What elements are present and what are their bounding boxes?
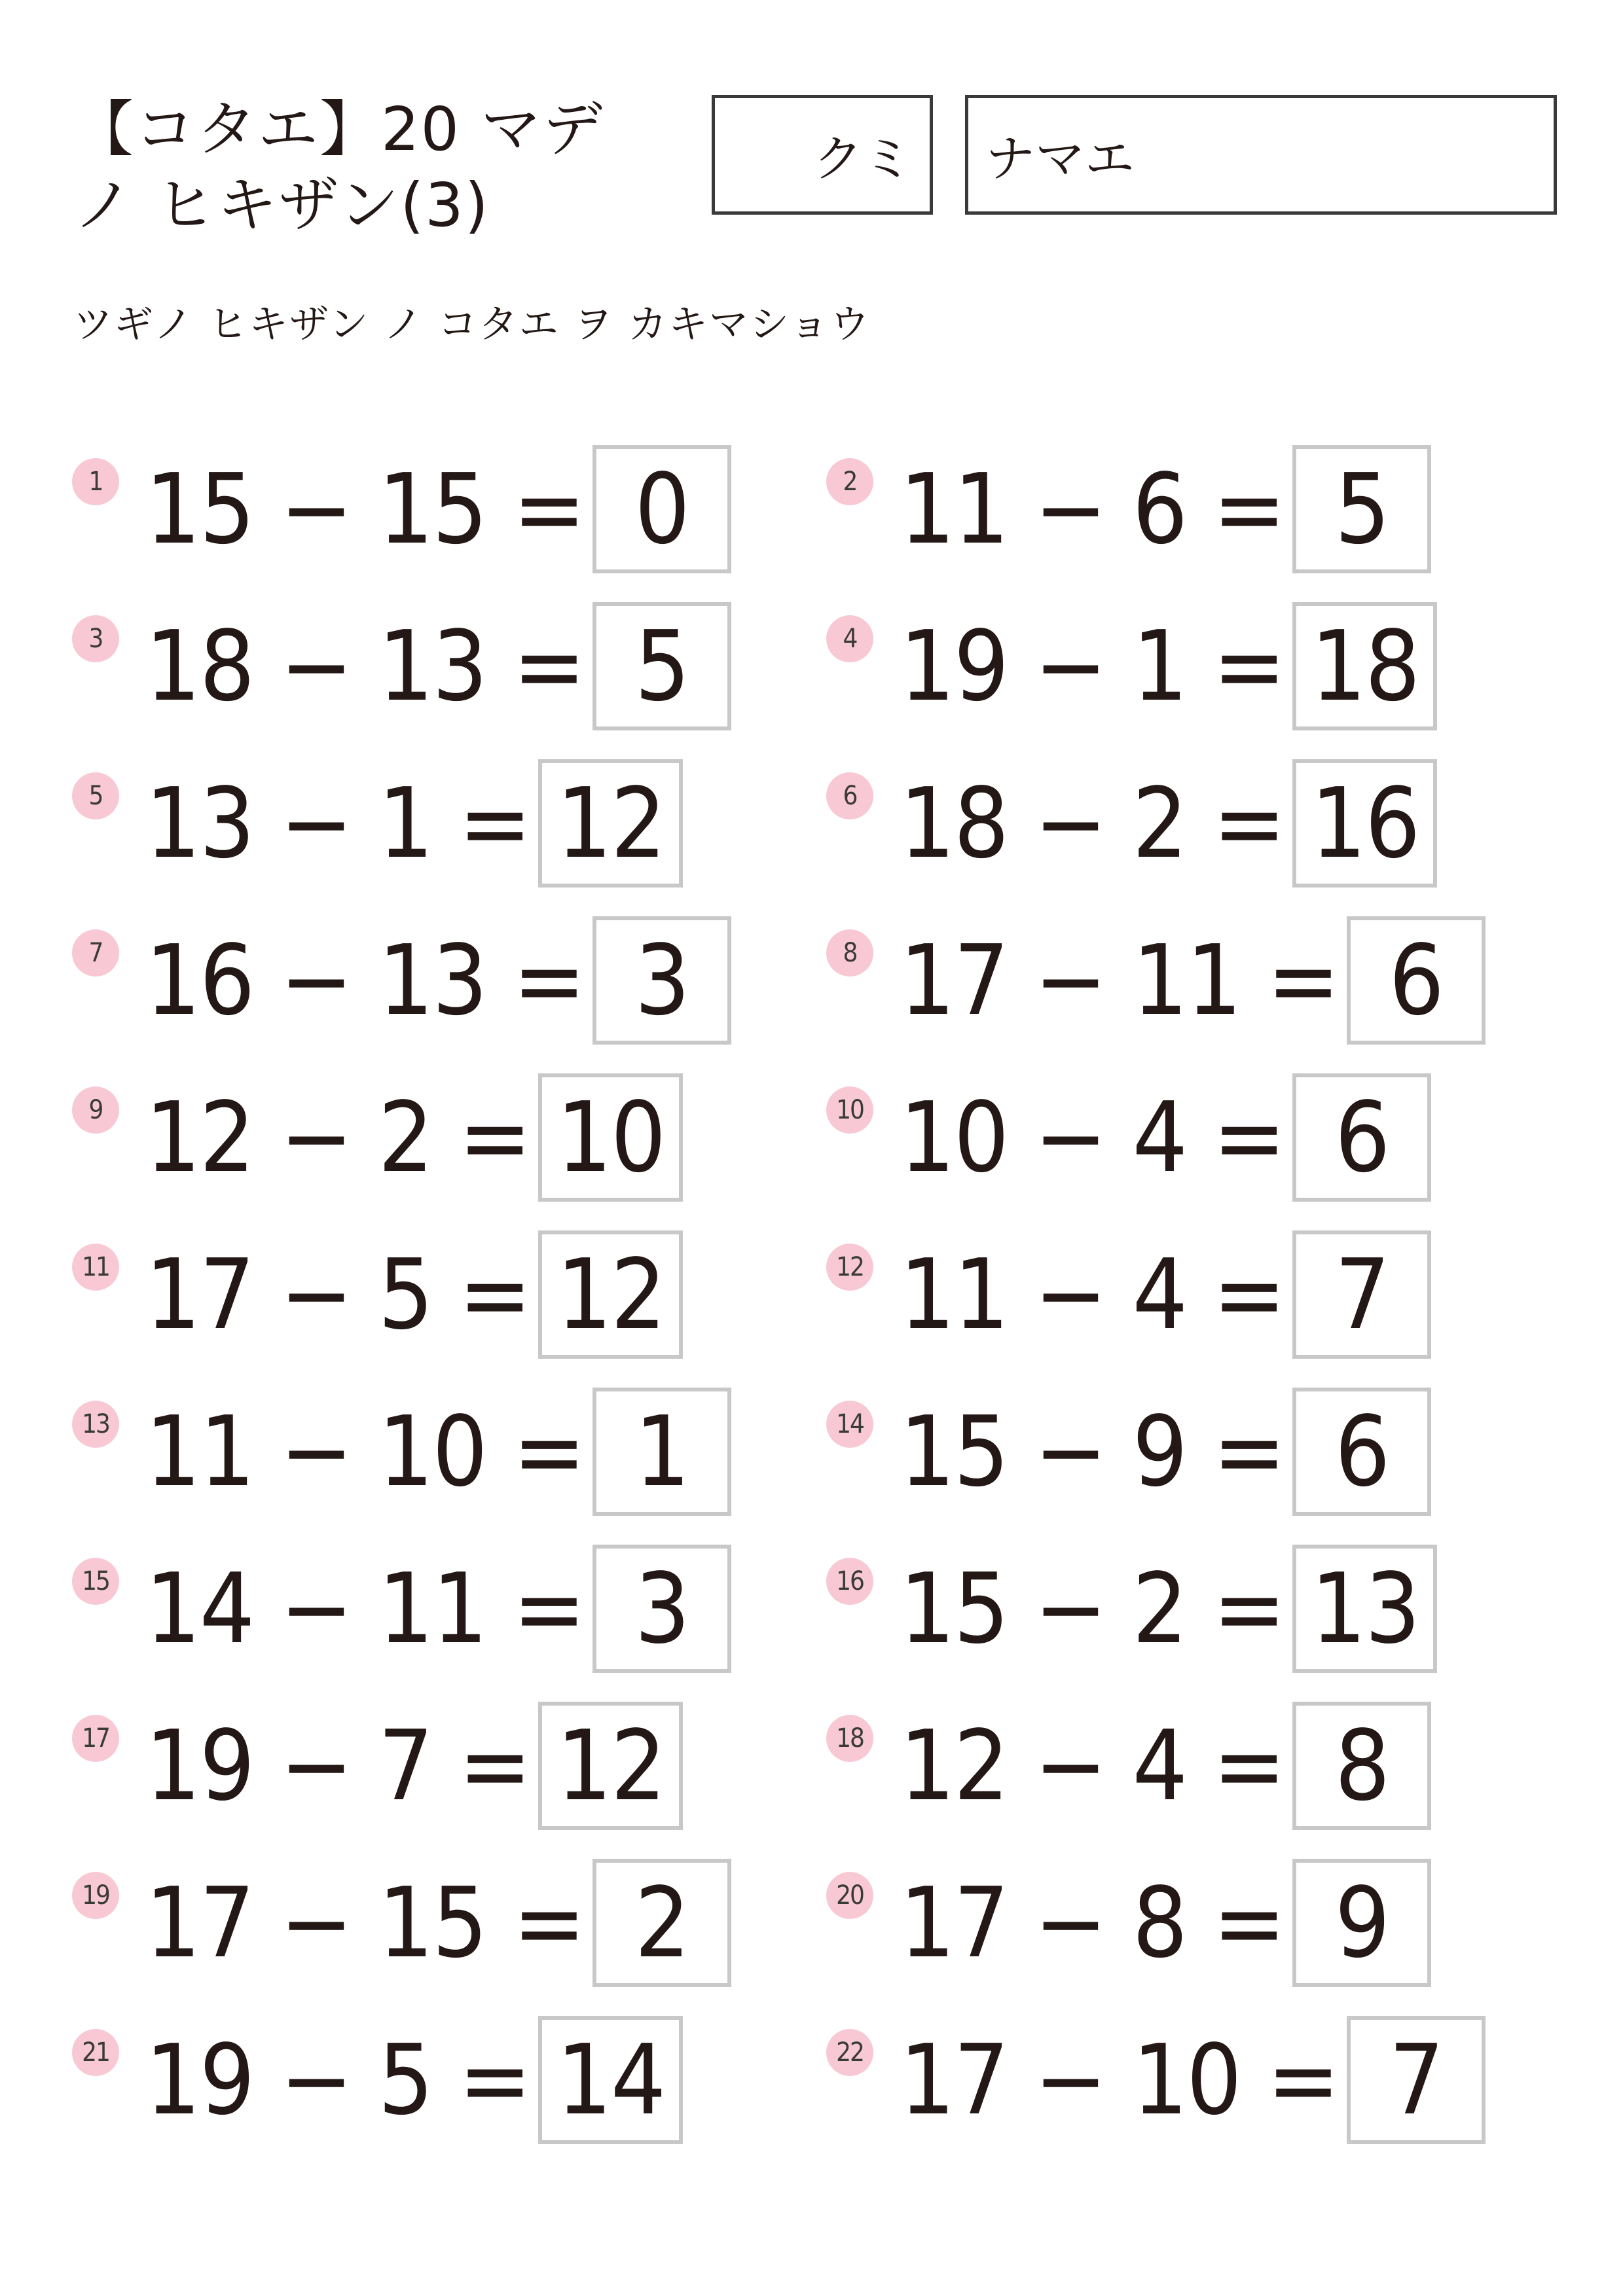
- problem-number-badge: 17: [72, 1715, 119, 1762]
- answer-box[interactable]: 10: [538, 1073, 683, 1202]
- problem-item: [826, 1373, 1545, 1530]
- problem-number-badge: 6: [826, 772, 873, 819]
- answer-box[interactable]: 12: [538, 759, 683, 888]
- problem-number-badge: 22: [826, 2029, 873, 2076]
- problem-number-badge: 5: [72, 772, 119, 819]
- answer-box[interactable]: 6: [1292, 1388, 1431, 1516]
- problem-item: [826, 1687, 1545, 1844]
- name-field[interactable]: [965, 95, 1557, 215]
- problem-item: [826, 1059, 1545, 1216]
- answer-box[interactable]: 5: [593, 602, 731, 730]
- problem-number-badge: 20: [826, 1872, 873, 1919]
- problem-number-badge: 11: [72, 1244, 119, 1291]
- problem-expression: 12 − 4 =: [900, 1710, 1285, 1822]
- answer-box[interactable]: 18: [1292, 602, 1437, 730]
- problem-item: [72, 1216, 826, 1373]
- problem-expression: 19 − 5 =: [145, 2024, 531, 2136]
- problem-number-badge: 21: [72, 2029, 119, 2076]
- problem-item: [826, 431, 1545, 588]
- instruction-text: ツギノ ヒキザン ノ コタエ ヲ カキマショウ: [73, 302, 871, 348]
- problem-number-badge: 3: [72, 615, 119, 662]
- problem-expression: 11 − 10 =: [145, 1395, 585, 1508]
- problem-item: [72, 902, 826, 1059]
- problem-item: [72, 2001, 826, 2159]
- problem-expression: 17 − 10 =: [900, 2024, 1339, 2136]
- class-label: クミ: [813, 130, 913, 188]
- problem-number-badge: 8: [826, 929, 873, 977]
- problem-expression: 19 − 1 =: [900, 610, 1285, 723]
- problem-item: [72, 1687, 826, 1844]
- problem-number-badge: 16: [826, 1558, 873, 1605]
- problem-item: [826, 902, 1545, 1059]
- problem-item: [72, 1844, 826, 2001]
- problem-item: [826, 745, 1545, 902]
- problem-expression: 10 − 4 =: [900, 1081, 1285, 1194]
- answer-box[interactable]: 9: [1292, 1859, 1431, 1987]
- problem-expression: 11 − 4 =: [900, 1238, 1285, 1351]
- answer-box[interactable]: 7: [1347, 2016, 1486, 2144]
- problem-number-badge: 19: [72, 1872, 119, 1919]
- problem-expression: 18 − 13 =: [145, 610, 585, 723]
- answer-box[interactable]: 3: [593, 916, 731, 1045]
- problem-expression: 18 − 2 =: [900, 767, 1285, 880]
- problem-item: [826, 588, 1545, 745]
- title-line-1: 【コタエ】20 マデ: [73, 94, 604, 164]
- problem-number-badge: 10: [826, 1086, 873, 1134]
- problem-expression: 15 − 2 =: [900, 1552, 1285, 1665]
- problem-number-badge: 7: [72, 929, 119, 977]
- problem-item: [826, 1844, 1545, 2001]
- problem-expression: 17 − 5 =: [145, 1238, 531, 1351]
- problem-expression: 19 − 7 =: [145, 1710, 531, 1822]
- answer-box[interactable]: 2: [593, 1859, 731, 1987]
- problem-expression: 12 − 2 =: [145, 1081, 531, 1194]
- problem-number-badge: 4: [826, 615, 873, 662]
- problem-item: [72, 1059, 826, 1216]
- problem-expression: 11 − 6 =: [900, 453, 1285, 565]
- problem-expression: 13 − 1 =: [145, 767, 531, 880]
- problem-number-badge: 13: [72, 1401, 119, 1448]
- answer-box[interactable]: 16: [1292, 759, 1437, 888]
- class-field[interactable]: [712, 95, 933, 215]
- answer-box[interactable]: 5: [1292, 445, 1431, 573]
- problem-expression: 15 − 15 =: [145, 453, 585, 565]
- problem-item: [72, 431, 826, 588]
- problem-item: [826, 1530, 1545, 1687]
- worksheet-title: [73, 92, 649, 243]
- problem-expression: 17 − 11 =: [900, 924, 1339, 1037]
- problem-expression: 14 − 11 =: [145, 1552, 585, 1665]
- problem-expression: 17 − 8 =: [900, 1867, 1285, 1979]
- problem-number-badge: 2: [826, 458, 873, 505]
- answer-box[interactable]: 14: [538, 2016, 683, 2144]
- problem-number-badge: 9: [72, 1086, 119, 1134]
- problem-grid: [72, 431, 1545, 2159]
- problem-item: [826, 2001, 1545, 2159]
- problem-number-badge: 15: [72, 1558, 119, 1605]
- answer-box[interactable]: 8: [1292, 1702, 1431, 1830]
- problem-expression: 15 − 9 =: [900, 1395, 1285, 1508]
- problem-item: [826, 1216, 1545, 1373]
- answer-box[interactable]: 12: [538, 1230, 683, 1359]
- answer-box[interactable]: 6: [1347, 916, 1486, 1045]
- problem-expression: 16 − 13 =: [145, 924, 585, 1037]
- problem-item: [72, 1373, 826, 1530]
- answer-box[interactable]: 3: [593, 1545, 731, 1673]
- answer-box[interactable]: 7: [1292, 1230, 1431, 1359]
- answer-box[interactable]: 6: [1292, 1073, 1431, 1202]
- problem-number-badge: 12: [826, 1244, 873, 1291]
- answer-box[interactable]: 12: [538, 1702, 683, 1830]
- problem-item: [72, 1530, 826, 1687]
- answer-box[interactable]: 0: [593, 445, 731, 573]
- problem-number-badge: 18: [826, 1715, 873, 1762]
- name-label: ナマエ: [985, 130, 1135, 188]
- title-line-2: ノ ヒキザン(3): [73, 170, 490, 240]
- answer-box[interactable]: 1: [593, 1388, 731, 1516]
- problem-item: [72, 745, 826, 902]
- problem-expression: 17 − 15 =: [145, 1867, 585, 1979]
- problem-item: [72, 588, 826, 745]
- problem-number-badge: 1: [72, 458, 119, 505]
- answer-box[interactable]: 13: [1292, 1545, 1437, 1673]
- problem-number-badge: 14: [826, 1401, 873, 1448]
